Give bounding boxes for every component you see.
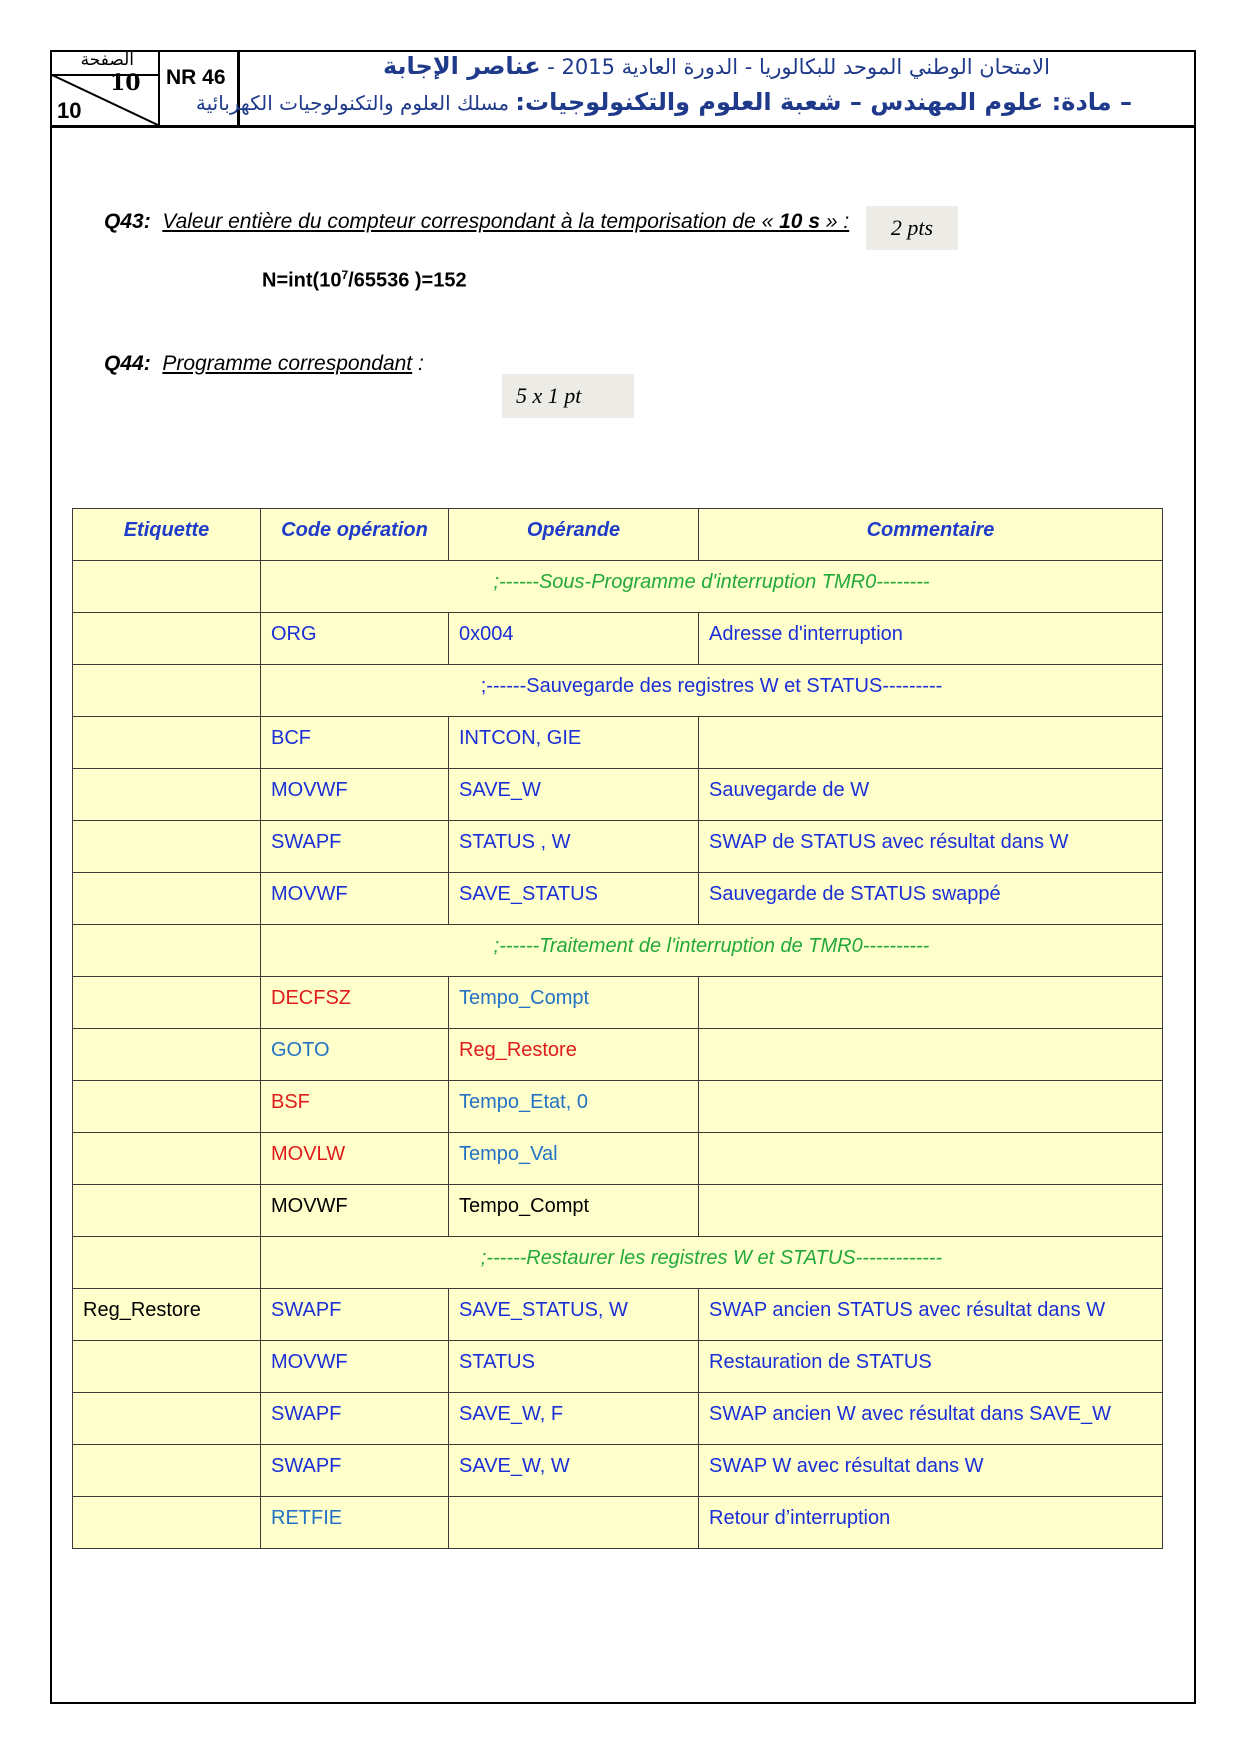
- comment-cell: [699, 717, 1163, 769]
- header-operande: Opérande: [449, 509, 699, 561]
- table-row: [73, 613, 1163, 665]
- operand-cell: SAVE_STATUS: [449, 873, 699, 925]
- q44-line: Q44: Programme correspondant :: [104, 352, 424, 375]
- code-cell: BSF: [261, 1081, 449, 1133]
- table-row: [73, 1081, 1163, 1133]
- comment-cell: [699, 1081, 1163, 1133]
- comment-cell: [699, 1185, 1163, 1237]
- code-cell: MOVWF: [261, 1341, 449, 1393]
- code-cell: SWAPF: [261, 1445, 449, 1497]
- operand-cell: [449, 1497, 699, 1549]
- q43-text: Valeur entière du compteur correspondant à la temporisation de « 10 s » :: [162, 210, 850, 233]
- comment-cell: Sauvegarde de W: [699, 769, 1163, 821]
- comment-cell: SWAP de STATUS avec résultat dans W: [699, 821, 1163, 873]
- comment-cell: Adresse d'interruption: [699, 613, 1163, 665]
- section-row: [73, 665, 1163, 717]
- q43-label: Q43:: [104, 210, 151, 233]
- comment-cell: SWAP ancien STATUS avec résultat dans W: [699, 1289, 1163, 1341]
- comment-cell: Retour d’interruption: [699, 1497, 1163, 1549]
- table-row: [73, 1497, 1163, 1549]
- page-header: [50, 50, 1196, 128]
- operand-cell: 0x004: [449, 613, 699, 665]
- operand-cell: SAVE_STATUS, W: [449, 1289, 699, 1341]
- section-title: ;------Sauvegarde des registres W et STATUS---------: [261, 665, 1163, 717]
- program-table: [72, 508, 1163, 1549]
- comment-cell: [699, 1133, 1163, 1185]
- q44-points-badge: 5 x 1 pt: [502, 374, 634, 418]
- table-row: [73, 1445, 1163, 1497]
- section-title: ;------Traitement de l'interruption de TMR0----------: [261, 925, 1163, 977]
- code-cell: MOVWF: [261, 873, 449, 925]
- code-cell: RETFIE: [261, 1497, 449, 1549]
- title-line-2: – مادة: علوم المهندس – شعبة العلوم والتكنولوجيات: مسلك العلوم والتكنولوجيات الكهربائية: [195, 88, 1132, 116]
- table-row: [73, 1185, 1163, 1237]
- operand-cell: Tempo_Val: [449, 1133, 699, 1185]
- code-cell: MOVWF: [261, 769, 449, 821]
- operand-cell: SAVE_W, F: [449, 1393, 699, 1445]
- section-row: [73, 1237, 1163, 1289]
- table-row: [73, 1393, 1163, 1445]
- total-pages: 10: [57, 98, 82, 123]
- section-title: ;------Restaurer les registres W et STATUS-------------: [261, 1237, 1163, 1289]
- operand-cell: Reg_Restore: [449, 1029, 699, 1081]
- code-cell: BCF: [261, 717, 449, 769]
- code-cell: SWAPF: [261, 1393, 449, 1445]
- table-row: [73, 821, 1163, 873]
- section-row: [73, 561, 1163, 613]
- page-number-box: [50, 50, 160, 126]
- title-answer-elements: عناصر الإجابة: [382, 52, 541, 80]
- q44-text: Programme correspondant: [162, 352, 413, 375]
- operand-cell: STATUS: [449, 1341, 699, 1393]
- header-commentaire: Commentaire: [699, 509, 1163, 561]
- code-cell: MOVLW: [261, 1133, 449, 1185]
- q43-formula: $N=int(10^7/65536$ )=152: [262, 268, 467, 292]
- page-label: الصفحة: [80, 50, 134, 70]
- table-row: [73, 1133, 1163, 1185]
- operand-cell: Tempo_Etat, 0: [449, 1081, 699, 1133]
- header-code-operation: Code opération: [261, 509, 449, 561]
- q43-points-badge: 2 pts: [866, 206, 958, 250]
- operand-cell: SAVE_W: [449, 769, 699, 821]
- operand-cell: Tempo_Compt: [449, 977, 699, 1029]
- table-row: [73, 1341, 1163, 1393]
- comment-cell: Restauration de STATUS: [699, 1341, 1163, 1393]
- page-number: 10: [110, 70, 141, 96]
- table-row: [73, 977, 1163, 1029]
- table-row: [73, 769, 1163, 821]
- comment-cell: [699, 1029, 1163, 1081]
- comment-cell: SWAP W avec résultat dans W: [699, 1445, 1163, 1497]
- operand-cell: SAVE_W, W: [449, 1445, 699, 1497]
- table-row: [73, 1029, 1163, 1081]
- header-etiquette: Etiquette: [73, 509, 261, 561]
- code-cell: GOTO: [261, 1029, 449, 1081]
- code-cell: SWAPF: [261, 821, 449, 873]
- code-cell: SWAPF: [261, 1289, 449, 1341]
- section-row: [73, 925, 1163, 977]
- operand-cell: INTCON, GIE: [449, 717, 699, 769]
- table-row: [73, 717, 1163, 769]
- table-row: [73, 1289, 1163, 1341]
- comment-cell: SWAP ancien W avec résultat dans SAVE_W: [699, 1393, 1163, 1445]
- code-cell: ORG: [261, 613, 449, 665]
- code-cell: MOVWF: [261, 1185, 449, 1237]
- comment-cell: Sauvegarde de STATUS swappé: [699, 873, 1163, 925]
- q44-label: Q44:: [104, 352, 151, 375]
- table-header-row: [73, 509, 1163, 561]
- section-title: ;------Sous-Programme d'interruption TMR0--------: [261, 561, 1163, 613]
- operand-cell: Tempo_Compt: [449, 1185, 699, 1237]
- code-cell: DECFSZ: [261, 977, 449, 1029]
- label-cell: Reg_Restore: [73, 1289, 261, 1341]
- operand-cell: STATUS , W: [449, 821, 699, 873]
- exam-code: NR 46: [166, 66, 226, 89]
- title-line-1: الامتحان الوطني الموحد للبكالوريا - الدورة العادية 2015 - عناصر الإجابة: [382, 52, 1050, 80]
- q43-line: [104, 210, 849, 234]
- table-row: [73, 873, 1163, 925]
- comment-cell: [699, 977, 1163, 1029]
